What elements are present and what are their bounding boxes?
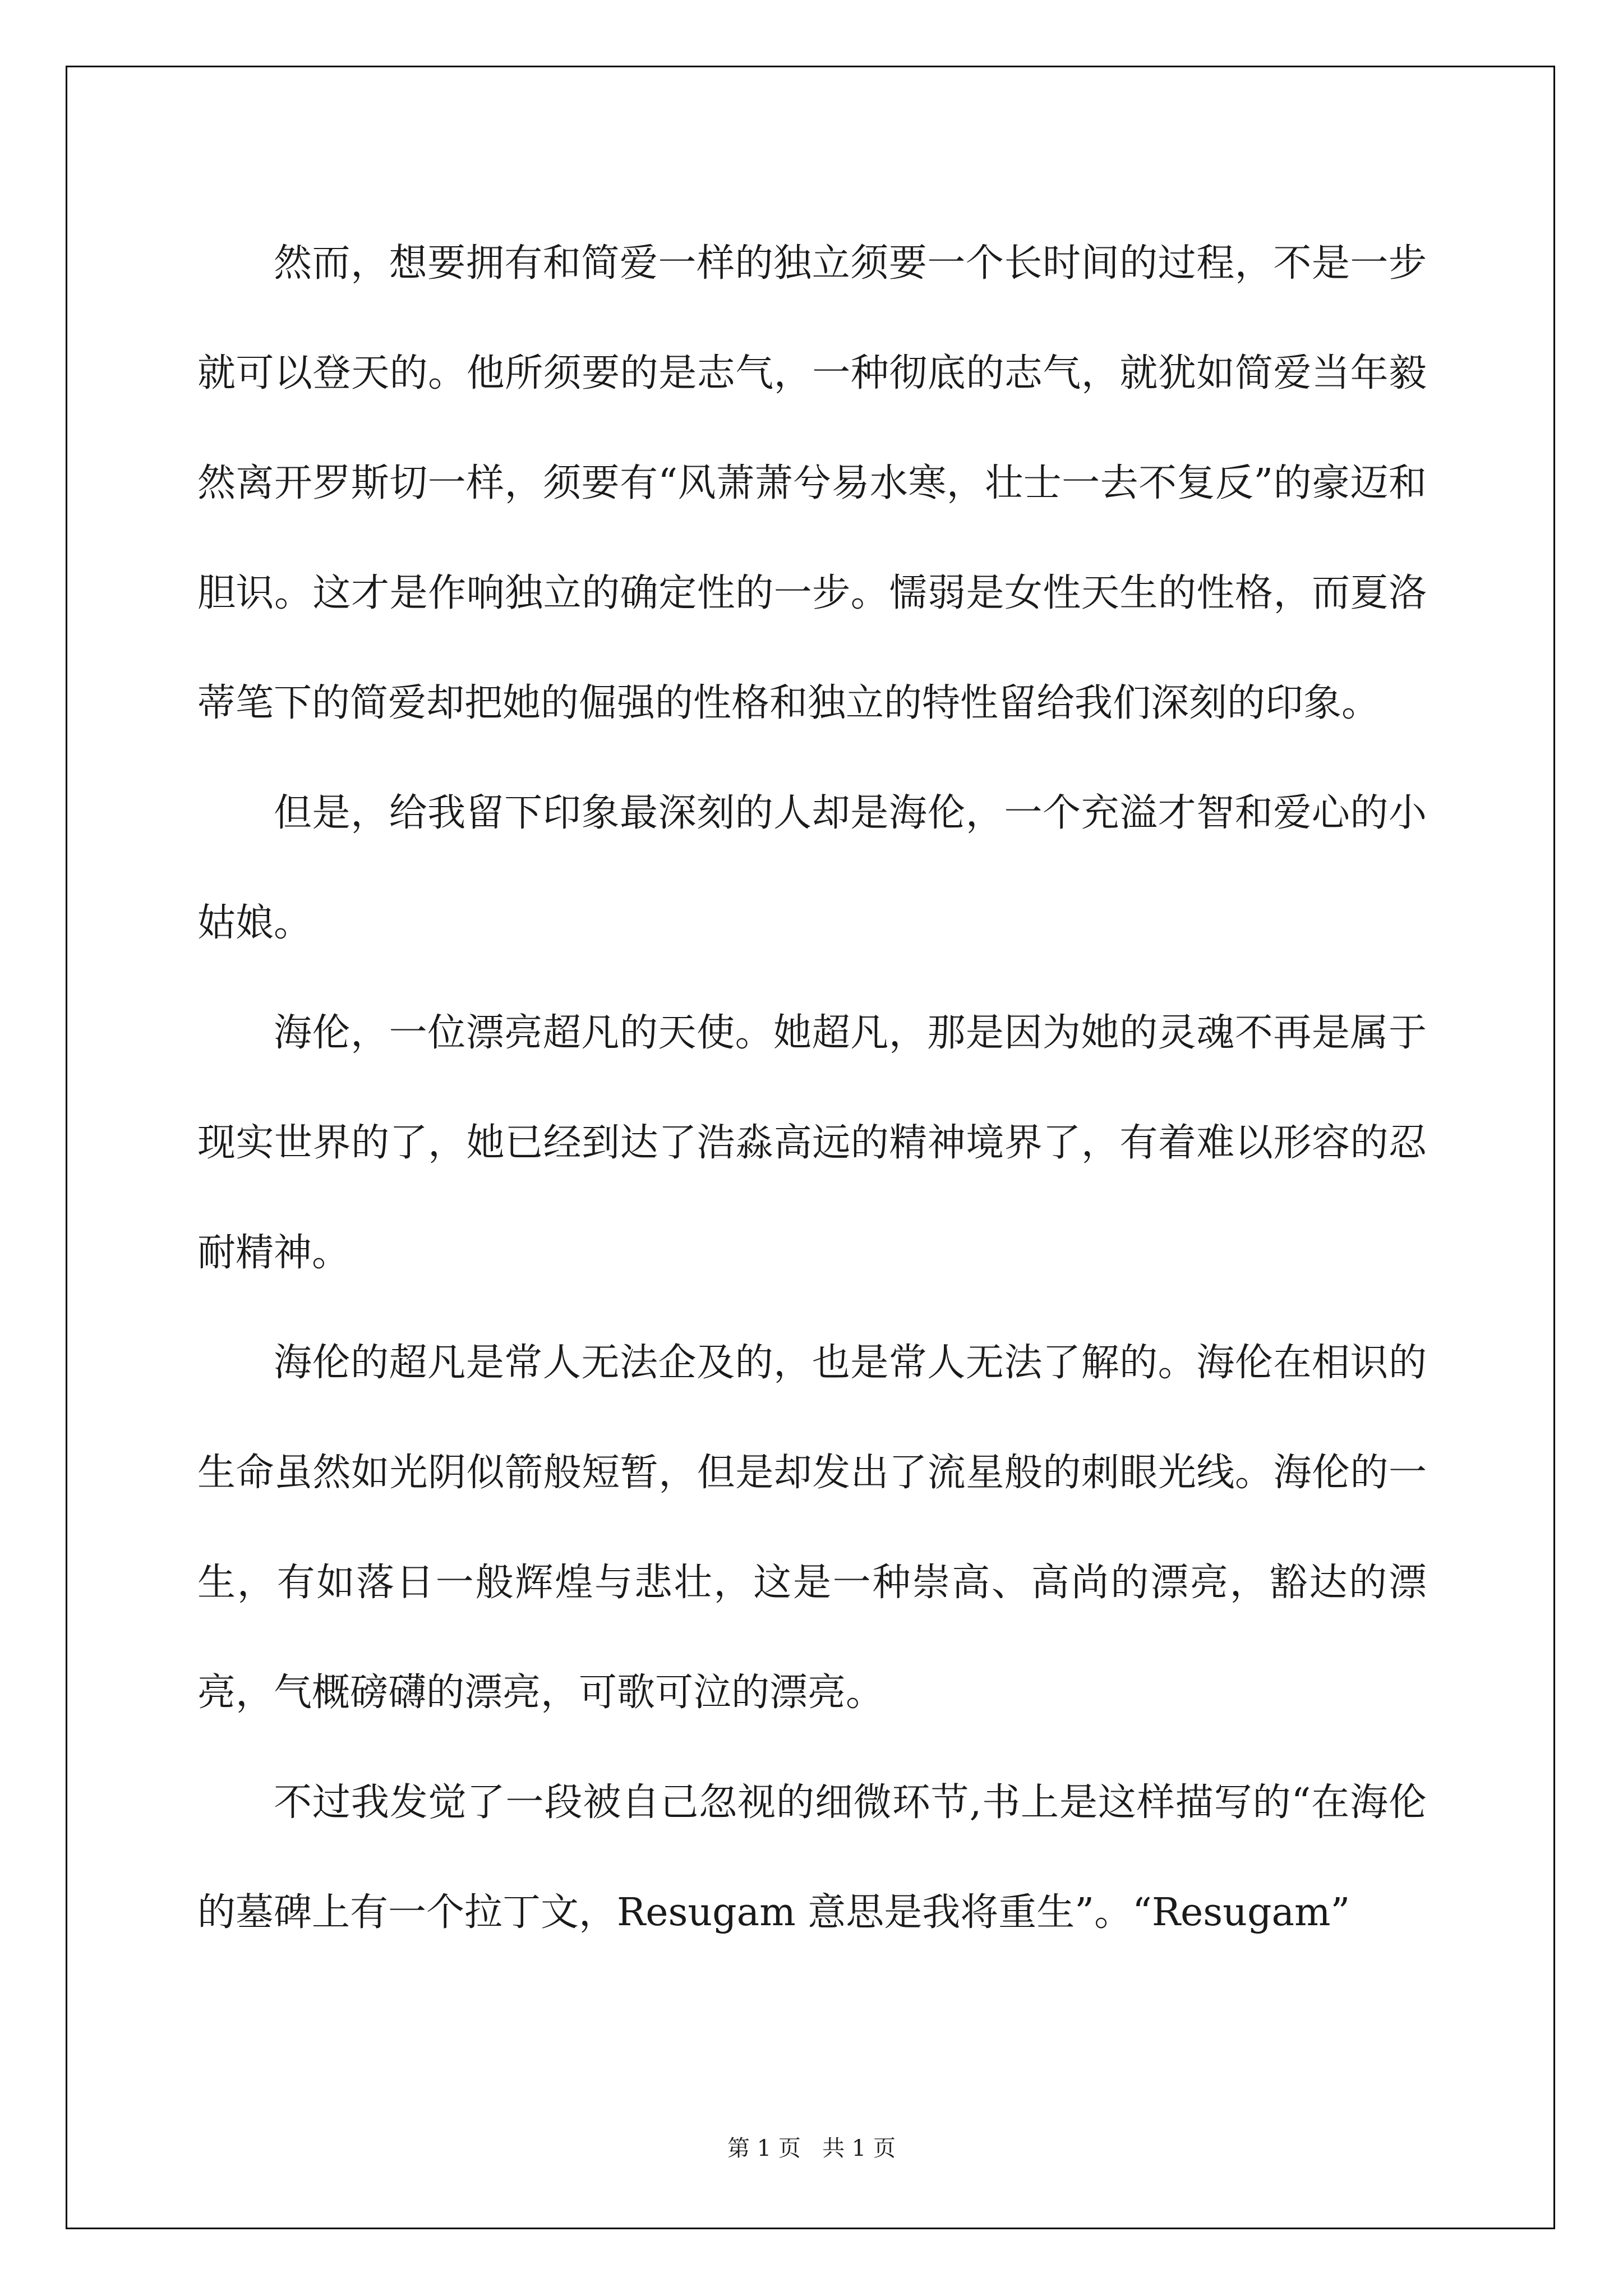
page-number-label: 第 1 页 共 1 页: [727, 2136, 896, 2161]
paragraph: 但是，给我留下印象最深刻的人却是海伦，一个充溢才智和爱心的小姑娘。: [197, 791, 1427, 945]
paragraph: 海伦，一位漂亮超凡的天使。她超凡，那是因为她的灵魂不再是属于现实世界的了，她已经到达了浩淼高远的精神境界了，有着难以形容的忍耐精神。: [197, 1011, 1427, 1275]
paragraph: 海伦的超凡是常人无法企及的，也是常人无法了解的。海伦在相识的生命虽然如光阴似箭般短暂，但是却发出了流星般的刺眼光线。海伦的一生，有如落日一般辉煌与悲壮，这是一种崇高、高尚的漂亮，豁达的漂亮，气概磅礴的漂亮，可歌可泣的漂亮。: [197, 1341, 1427, 1715]
page-footer: [0, 2131, 1623, 2162]
paragraph: 不过我发觉了一段被自己忽视的细微环节,书上是这样描写的“在海伦的墓碑上有一个拉丁文，Resugam 意思是我将重生”。“Resugam”: [197, 1780, 1427, 1935]
document-body: [197, 209, 1427, 1968]
paragraph: 然而，想要拥有和简爱一样的独立须要一个长时间的过程，不是一步就可以登天的。他所须要的是志气，一种彻底的志气，就犹如简爱当年毅然离开罗斯切一样，须要有“风萧萧兮易水寒，壮士一去不复反”的豪迈和胆识。这才是作响独立的确定性的一步。懦弱是女性天生的性格，而夏洛蒂笔下的简爱却把她的倔强的性格和独立的特性留给我们深刻的印象。: [197, 241, 1427, 725]
